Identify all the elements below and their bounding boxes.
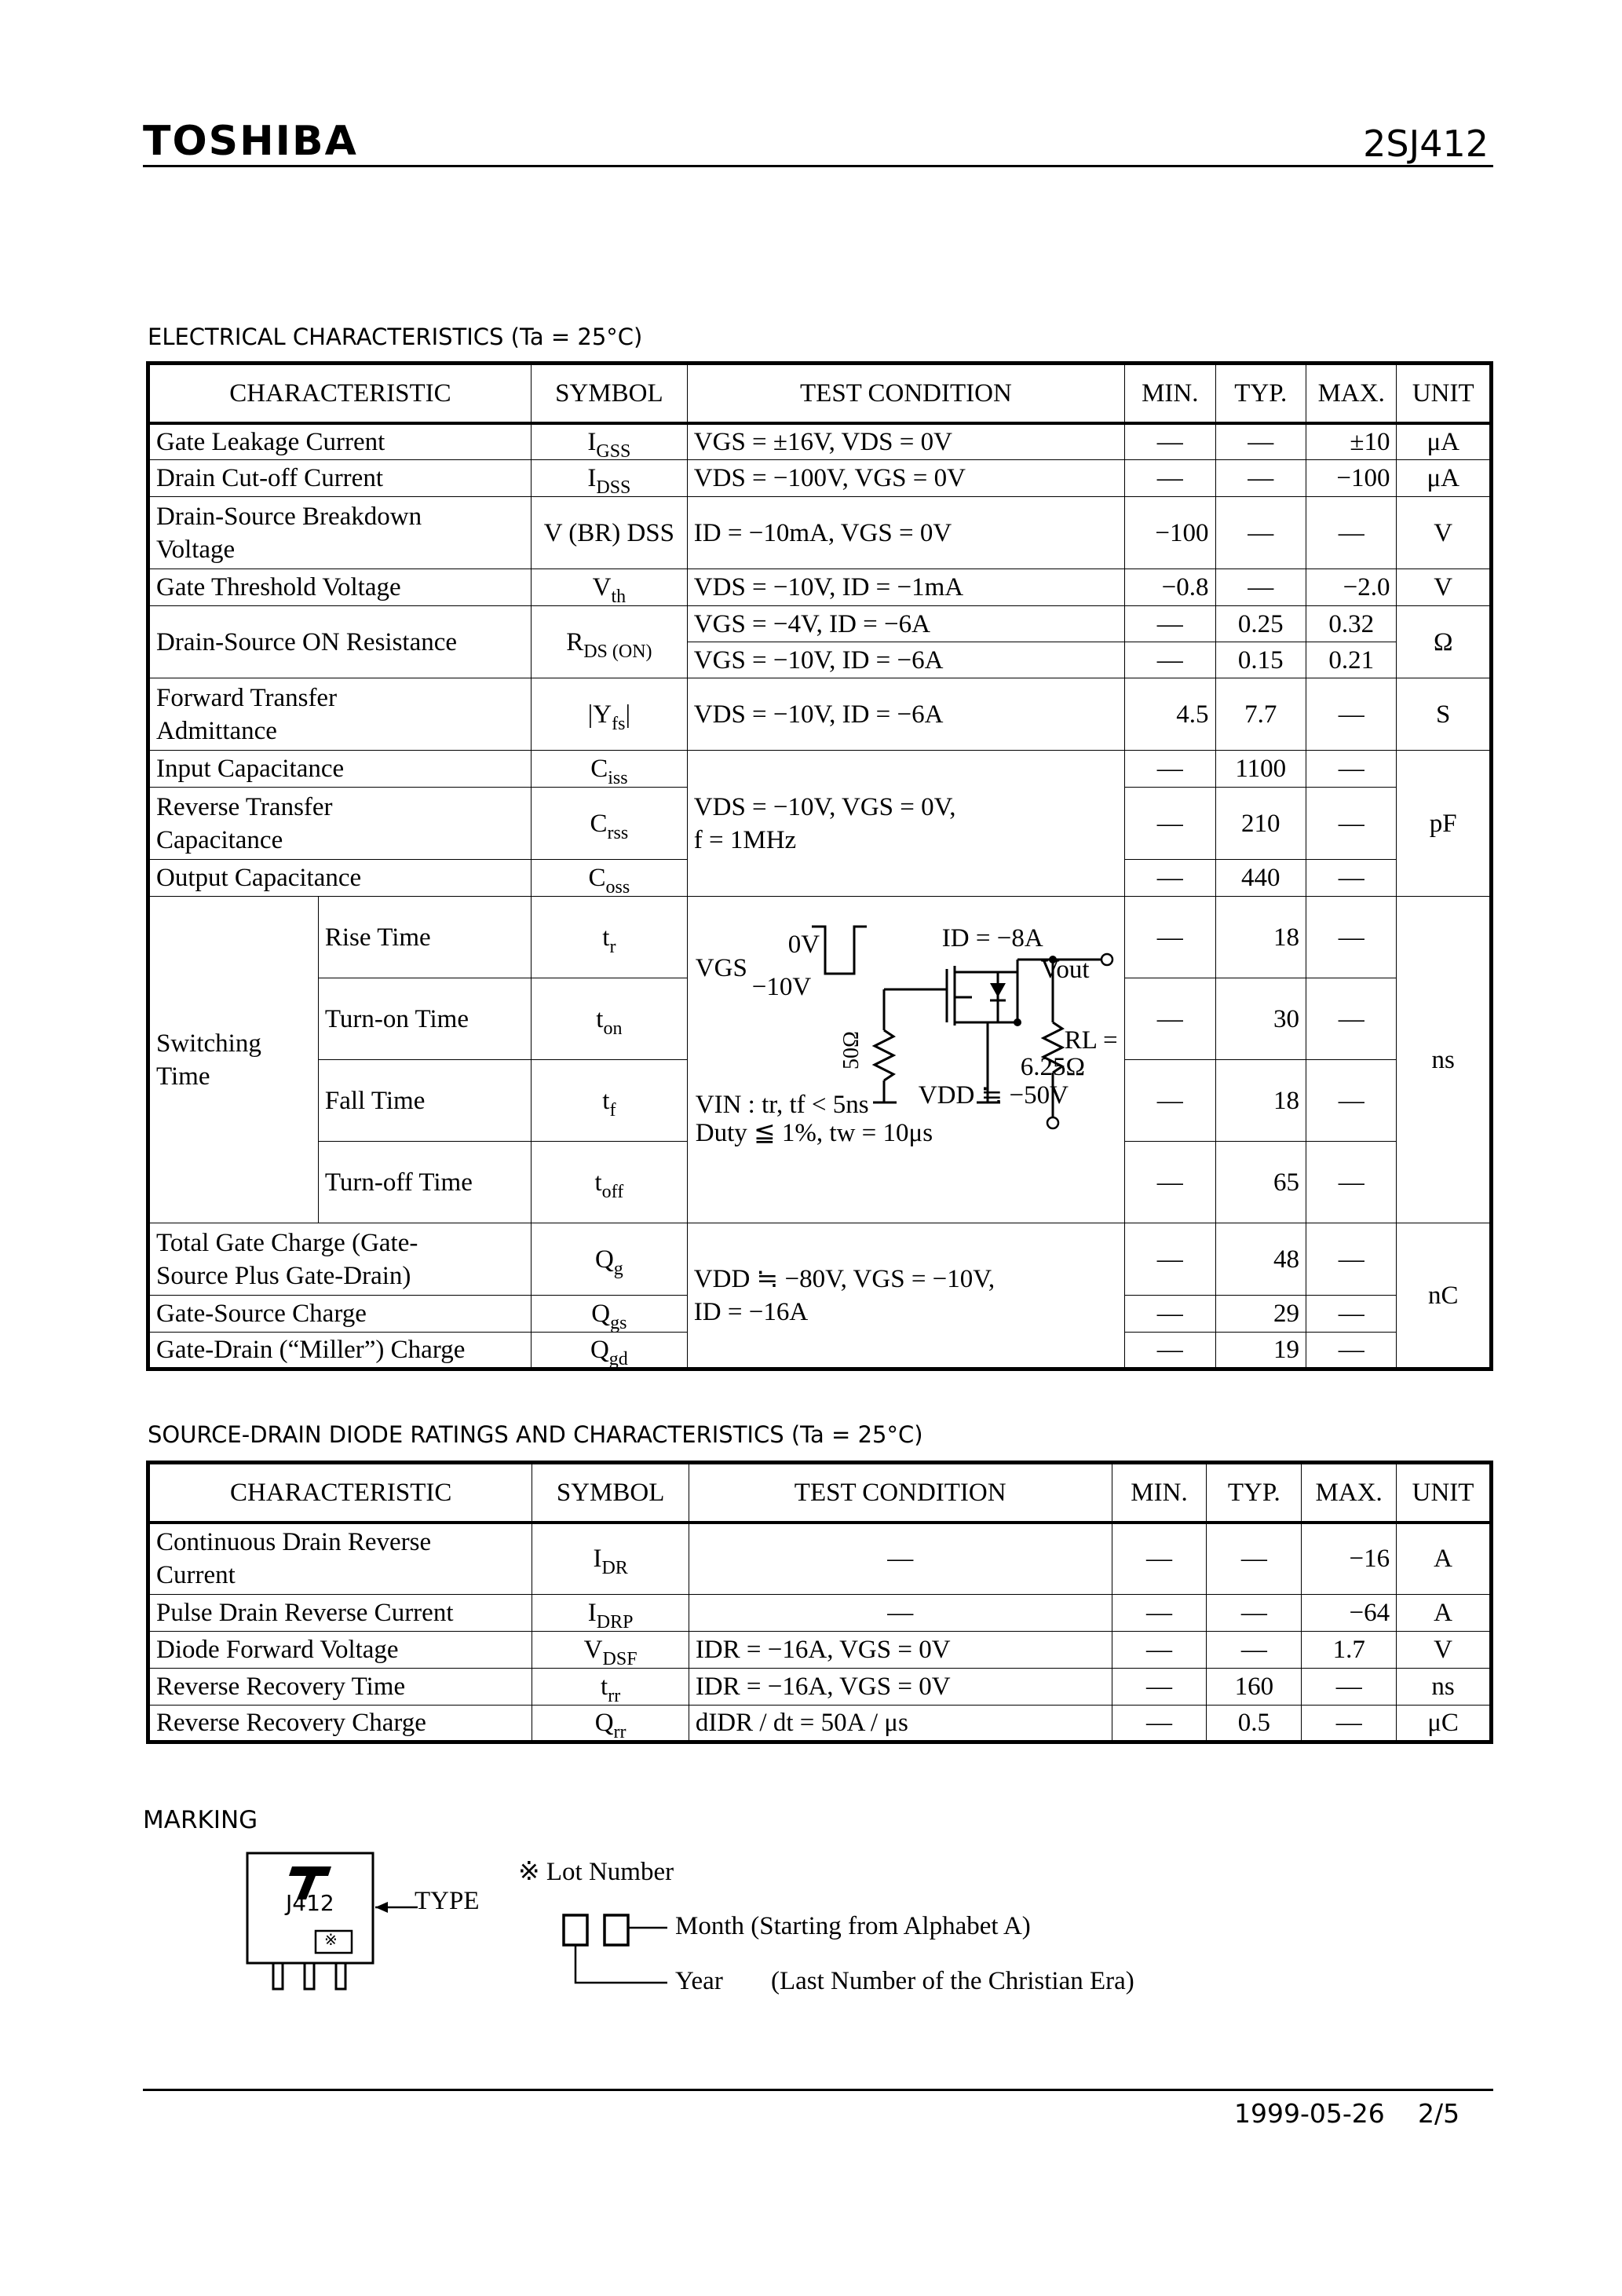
- rl-label: RL =: [1064, 1026, 1118, 1055]
- col-test-condition: TEST CONDITION: [687, 364, 1124, 423]
- vout-terminal: [1101, 954, 1112, 965]
- table-row: Drain-Source ON Resistance $R_{DS (ON)}$ VGS = −4V, ID = −6A — 0.25 0.32 Ω: [148, 606, 1492, 642]
- package-leads: [273, 1963, 345, 1989]
- footer-date: 1999-05-26: [1234, 2098, 1385, 2129]
- switching-circuit-cell: [687, 897, 1124, 1223]
- table-row: Continuous Drain Reverse Current $I_{DR}$ — — — −16 A: [148, 1523, 1492, 1595]
- part-mark: J412: [286, 1890, 334, 1916]
- table-row: Gate-Drain (“Miller”) Charge $Q_{gd}$ — 19 —: [148, 1333, 1492, 1369]
- col-typ: TYP.: [1215, 364, 1306, 423]
- footer-rule: [143, 2089, 1493, 2091]
- table-row: Pulse Drain Reverse Current $I_{DRP}$ — — — −64 A: [148, 1595, 1492, 1632]
- type-arrow-icon: [375, 1902, 388, 1913]
- year-digit-box: [564, 1915, 587, 1945]
- table-row: Diode Forward Voltage $V_{DSF}$ IDR = −16A, VGS = 0V — — 1.7 V: [148, 1632, 1492, 1669]
- col-characteristic: CHARACTERISTIC: [148, 364, 532, 423]
- col-max: MAX.: [1306, 364, 1396, 423]
- table-row: Total Gate Charge (Gate- Source Plus Gate-Drain) $Q_g$ VDD ≒ −80V, VGS = −10V, ID = −16A — 48 — nC: [148, 1223, 1492, 1296]
- pulse-high-label: 0V: [787, 930, 820, 959]
- duty-condition: Duty ≦ 1%, tw = 10μs: [695, 1119, 933, 1147]
- table-header-row: [148, 364, 1492, 423]
- table-row: Gate-Source Charge $Q_{gs}$ — 29 —: [148, 1296, 1492, 1333]
- table-row: Gate Threshold Voltage $V_{th}$ VDS = −10V, ID = −1mA −0.8 — −2.0 V: [148, 569, 1492, 606]
- pulse-low-label: −10V: [751, 973, 812, 1001]
- table-row: VGS = −10V, ID = −6A — 0.15 0.21: [148, 642, 1492, 678]
- col-min: MIN.: [1125, 364, 1215, 423]
- table-row: Drain-Source Breakdown Voltage V (BR) DSS ID = −10mA, VGS = 0V −100 — — V: [148, 497, 1492, 569]
- table-row: Gate Leakage Current $I_{GSS}$ VGS = ±16V, VDS = 0V — — ±10 μA: [148, 423, 1492, 460]
- table-row: Fall Time $t_f$ — 18 —: [148, 1060, 1492, 1142]
- table-row: Input Capacitance $C_{iss}$ VDS = −10V, VGS = 0V, f = 1MHz — 1100 — pF: [148, 751, 1492, 788]
- table-header-row: [148, 1463, 1492, 1523]
- rl-value: 6.25Ω: [1020, 1053, 1086, 1081]
- brand-logo: TOSHIBA: [143, 118, 358, 165]
- year-note: (Last Number of the Christian Era): [771, 1967, 1134, 1995]
- r50-label: 50Ω: [838, 1031, 864, 1069]
- lot-number-label: ※ Lot Number: [518, 1858, 674, 1886]
- col-unit: UNIT: [1397, 364, 1492, 423]
- table-row: Forward Transfer Admittance $|Y_{fs}|$ VDS = −10V, ID = −6A 4.5 7.7 — S: [148, 678, 1492, 751]
- lot-mark-symbol: ※: [324, 1932, 338, 1949]
- year-label: Year: [675, 1967, 723, 1995]
- header-rule: [143, 165, 1493, 167]
- drain-current-label: ID = −8A: [941, 924, 1043, 952]
- month-letter-box: [605, 1915, 628, 1945]
- col-min: MIN.: [1112, 1463, 1207, 1523]
- vdd-terminal: [1047, 1117, 1058, 1128]
- vdd-label: VDD ≒ −50V: [918, 1081, 1069, 1110]
- table-row: Reverse Recovery Charge $Q_{rr}$ dIDR / dt = 50A / μs — 0.5 — μC: [148, 1706, 1492, 1742]
- table-row: Turn-on Time $t_{on}$ — 30 —: [148, 978, 1492, 1060]
- col-symbol: SYMBOL: [532, 1463, 689, 1523]
- body-diode: [990, 983, 1006, 997]
- vout-label: Vout: [1040, 956, 1090, 984]
- table-row: Reverse Recovery Time $t_{rr}$ IDR = −16A, VGS = 0V — 160 — ns: [148, 1669, 1492, 1706]
- electrical-title: ELECTRICAL CHARACTERISTICS (Ta = 25°C): [148, 324, 643, 350]
- vin-condition: VIN : tr, tf < 5ns: [695, 1091, 869, 1119]
- table-row: Output Capacitance $C_{oss}$ — 440 —: [148, 860, 1492, 897]
- diode-title: SOURCE-DRAIN DIODE RATINGS AND CHARACTERISTICS (Ta = 25°C): [148, 1421, 923, 1448]
- table-row: Turn-off Time $t_{off}$ — 65 —: [148, 1142, 1492, 1223]
- col-symbol: SYMBOL: [531, 364, 687, 423]
- diode-table: [146, 1461, 1493, 1744]
- switching-test-circuit: [688, 897, 1124, 1145]
- col-characteristic: CHARACTERISTIC: [148, 1463, 532, 1523]
- electrical-table: [146, 361, 1493, 1371]
- month-label: Month (Starting from Alphabet A): [675, 1912, 1031, 1940]
- col-max: MAX.: [1302, 1463, 1397, 1523]
- col-typ: TYP.: [1207, 1463, 1302, 1523]
- table-row: Reverse Transfer Capacitance $C_{rss}$ — 210 —: [148, 788, 1492, 860]
- input-pulse-waveform: [812, 927, 867, 974]
- marking-diagram: [243, 1849, 1264, 2030]
- table-row: Drain Cut-off Current $I_{DSS}$ VDS = −100V, VGS = 0V — — −100 μA: [148, 460, 1492, 497]
- marking-title: MARKING: [143, 1806, 258, 1834]
- footer-page: 2/5: [1418, 2098, 1460, 2129]
- type-label: TYPE: [415, 1887, 480, 1915]
- resistor-50-ohm: [875, 1030, 893, 1080]
- vgs-label: VGS: [695, 954, 747, 982]
- table-row: Switching Time Rise Time $t_r$ VGS 0V −10V ID = −8A Vout RL = 6.25Ω 50Ω VIN : tr, tf < 5ns VDD ≒ −50V Duty ≦ 1%, tw = 10μs — 18 — ns: [148, 897, 1492, 978]
- col-test-condition: TEST CONDITION: [689, 1463, 1112, 1523]
- year-pointer-line: [575, 1945, 667, 1983]
- col-unit: UNIT: [1397, 1463, 1492, 1523]
- part-number: 2SJ412: [1363, 122, 1489, 165]
